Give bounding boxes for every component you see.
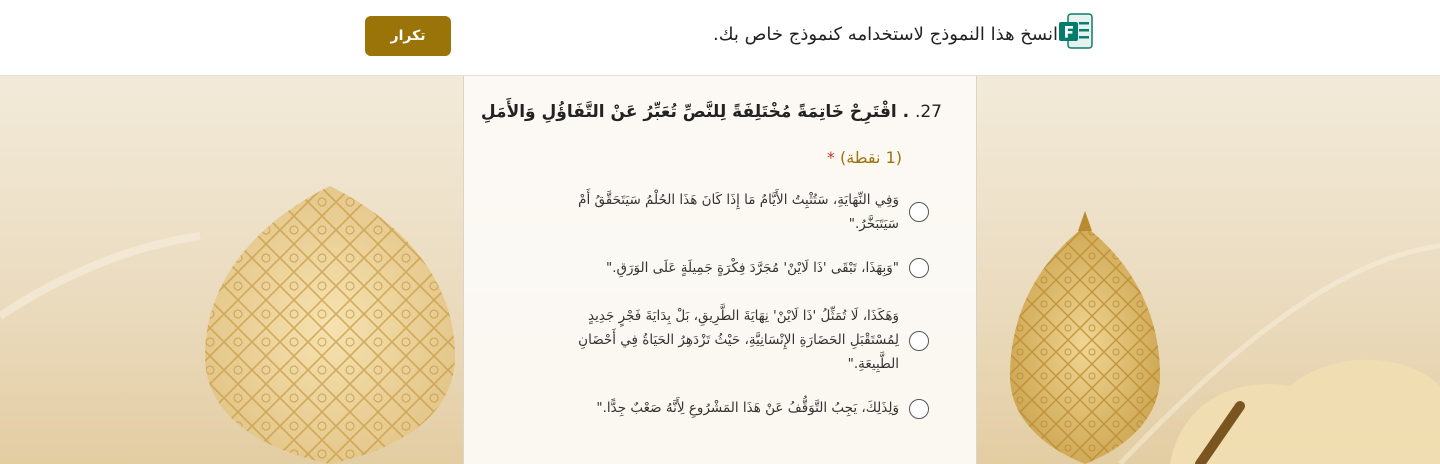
answer-option-label: وَلِذَلِكَ، يَجِبُ التَّوَقُّفُ عَنْ هَذَا المَشْرُوعِ لِأَنَّهُ صَعْبٌ جِدًّا." [596,400,899,416]
answer-option-2[interactable] [529,256,929,280]
answer-option-label: "وَبِهَذَا، تَبْقَى 'ذَا لَايْنْ' مُجَرَّدَ فِكْرَةٍ جَمِيلَةٍ عَلَى الوَرَقِ." [606,260,899,276]
answer-option-3[interactable] [529,304,929,376]
points-text: (1 نقطة) [839,148,902,167]
answer-option-label: وَهَكَذَا، لَا تُمَثِّلُ 'ذَا لَايْنْ' نِهَايَةَ الطَّرِيقِ، بَلْ بِدَايَةَ فَجْرٍ جَدِيدٍ لِمُسْتَقْبَلِ الحَضَارَةِ الإِنْسَانِيَّةِ، حَيْثُ تَزْدَهِرُ الحَيَاةُ فِي أَحْضَانِ الطَّبِيعَةِ." [578,308,899,372]
duplicate-button[interactable]: تكرار [365,16,451,56]
answer-option-1[interactable] [529,188,929,236]
question-card [463,76,977,464]
required-star: * [826,148,835,167]
answer-option-label: وَفِي النِّهَايَةِ، سَتُثْبِتُ الأَيَّامُ مَا إِذَا كَانَ هَذَا الحُلْمُ سَيَتَحَقَّقُ أَمْ سَيَتَبَخَّرُ." [578,192,899,232]
microsoft-forms-icon [1058,12,1094,50]
radio-button[interactable] [909,202,929,222]
answer-option-4[interactable] [529,396,929,420]
question-title [480,102,942,122]
radio-button[interactable] [909,399,929,419]
question-text: . اقْتَرِحْ خَاتِمَةً مُخْتَلِفَةً لِلنَّصِّ تُعَبِّرُ عَنْ التَّفَاؤُلِ وَالأَمَلِ [480,102,910,122]
copy-form-text: انسخ هذا النموذج لاستخدامه كنموذج خاص بك. [713,24,1058,45]
radio-button[interactable] [909,331,929,351]
top-bar [0,0,1440,76]
question-number: 27. [914,102,942,122]
radio-button[interactable] [909,258,929,278]
points-label [827,148,902,167]
